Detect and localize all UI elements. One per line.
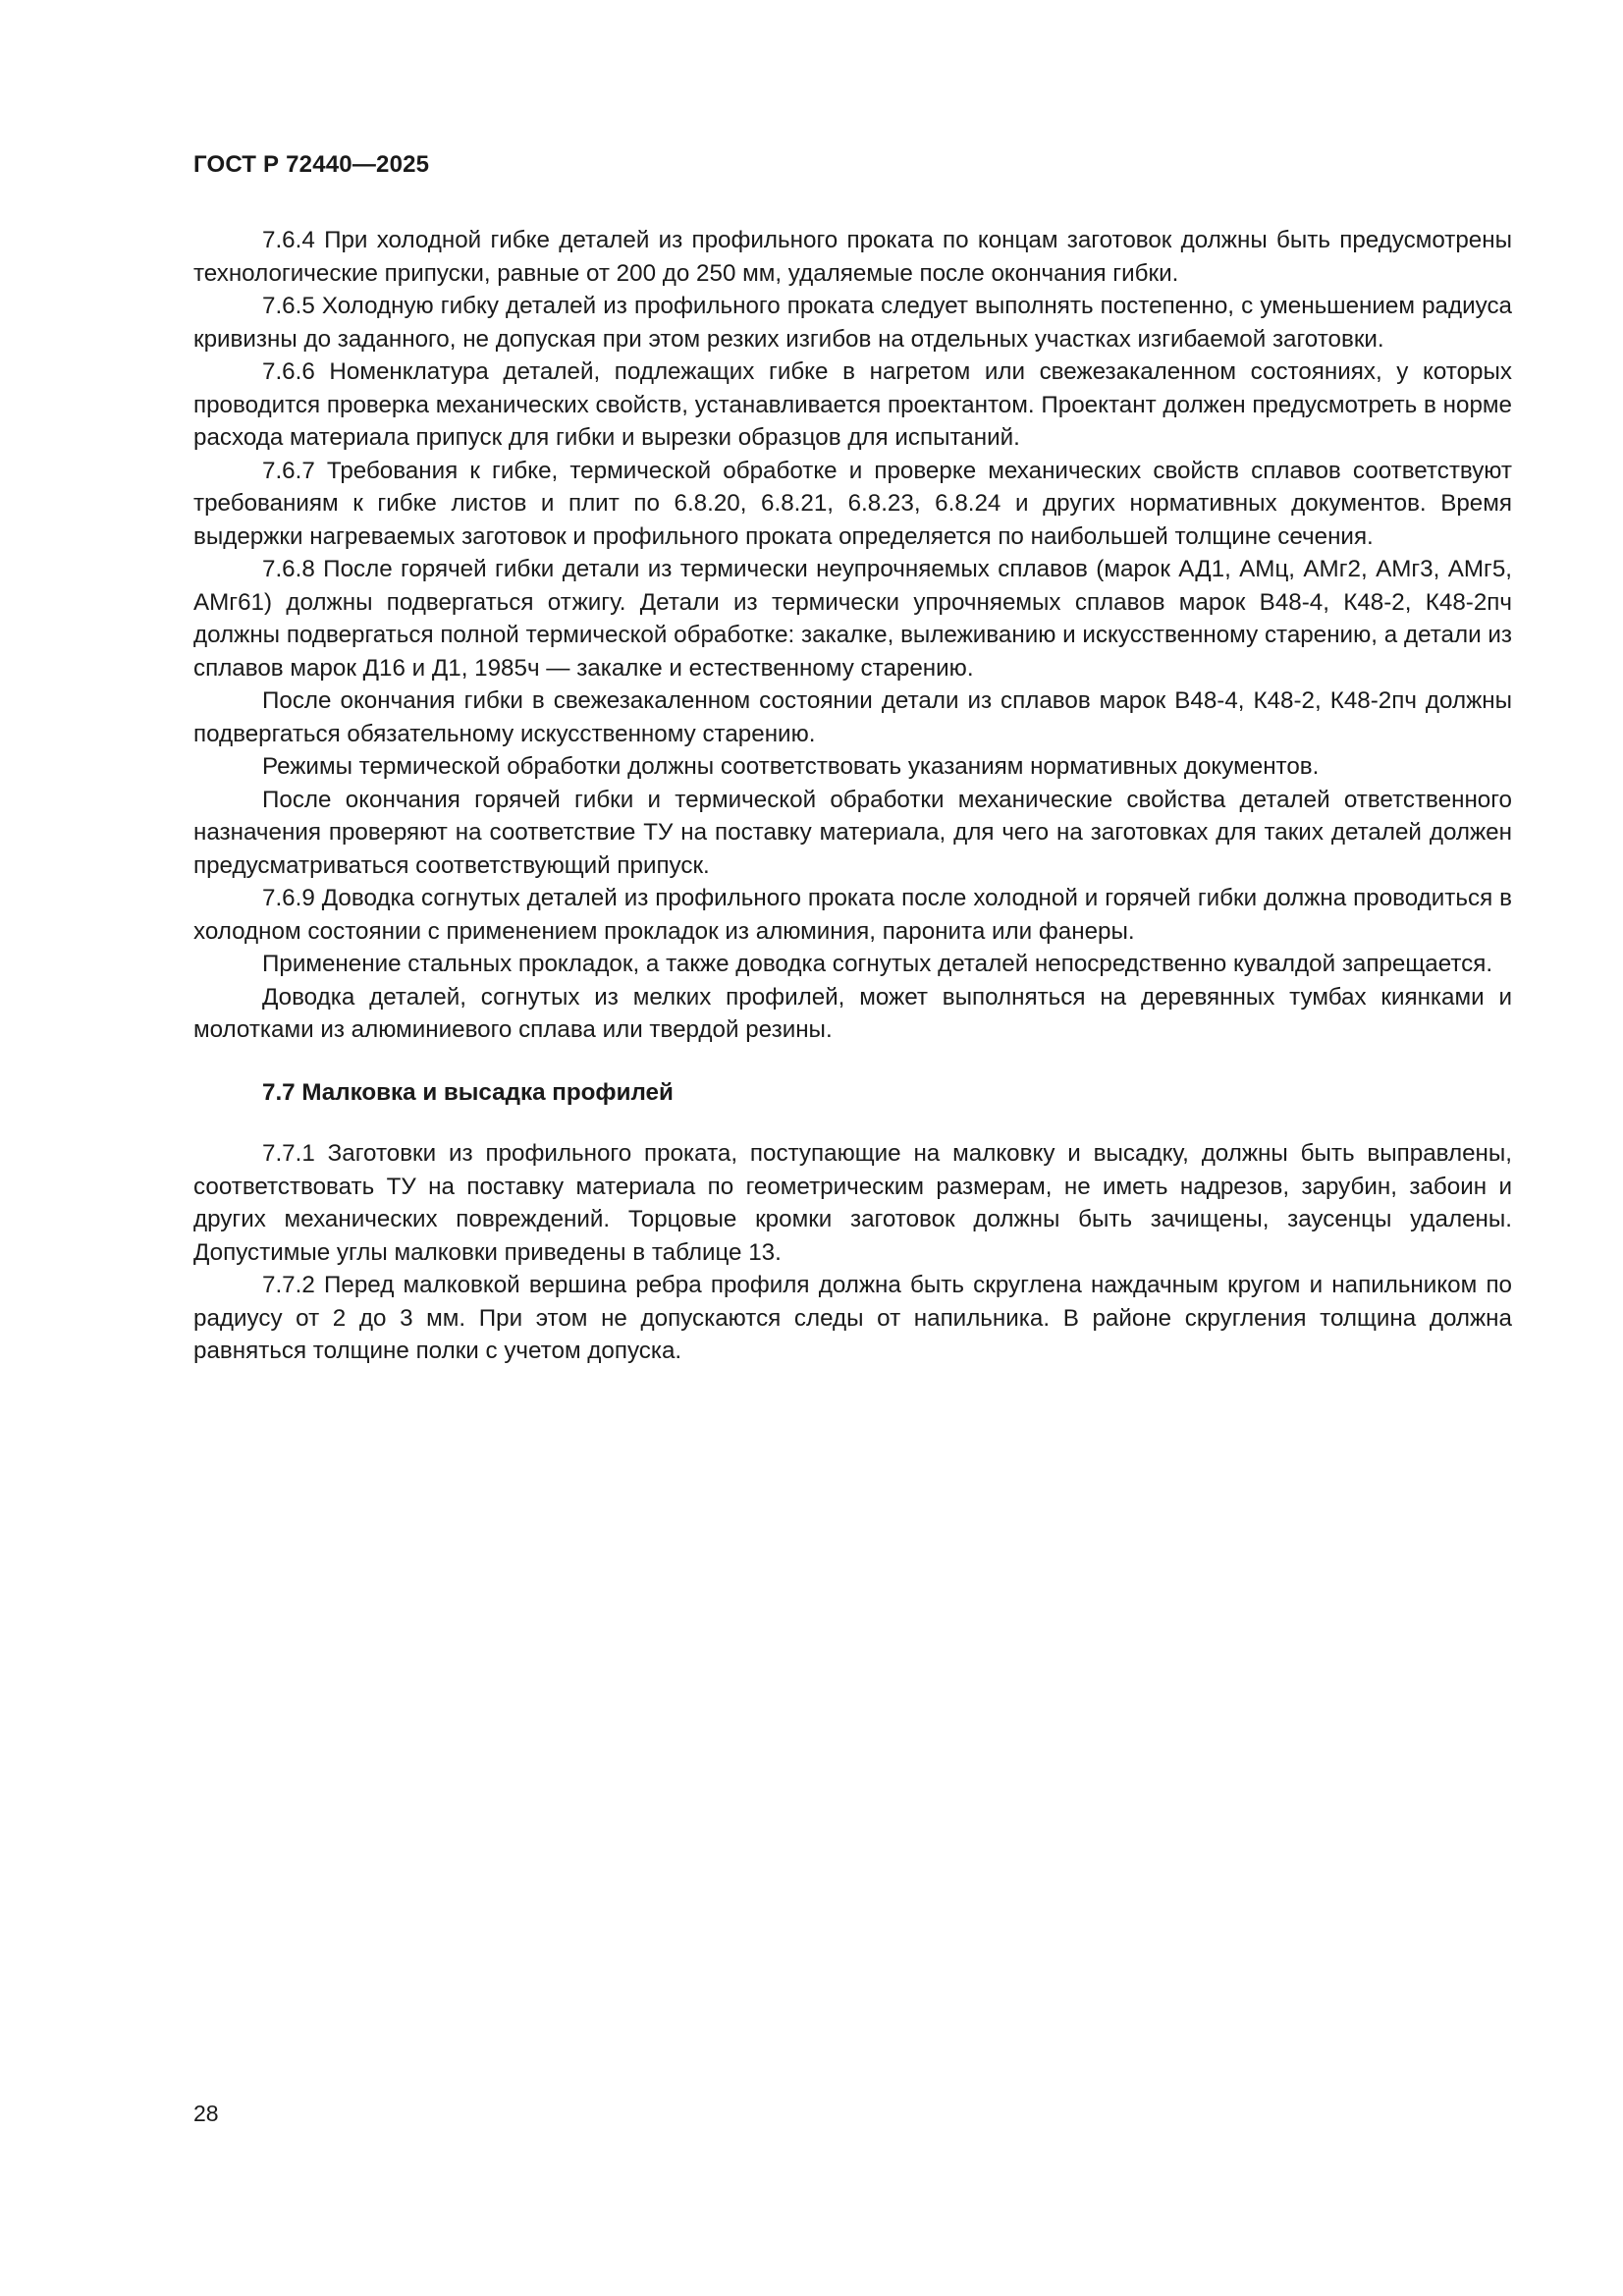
paragraph-7-6-9: 7.6.9 Доводка согнутых деталей из профильного проката после холодной и горячей гибки должна проводиться в холодном состоянии с применением прокладок из алюминия, паронита или фанеры. (193, 885, 1512, 945)
paragraph-7-7-1: 7.7.1 Заготовки из профильного проката, поступающие на малковку и высадку, должны быть выправлены, соответствовать ТУ на поставку материала по геометрическим размерам, не иметь надрезов, зарубин, забоин и других механических повреждений. Торцовые кромки заготовок должны быть зачищены, заусенцы удалены. Допустимые углы малковки приведены в таблице 13. (193, 1140, 1512, 1266)
paragraph-7-6-9-small-profiles: Доводка деталей, согнутых из мелких профилей, может выполняться на деревянных тумбах киянками и молотками из алюминиевого сплава или твердой резины. (193, 983, 1512, 1043)
paragraph-7-6-8: 7.6.8 После горячей гибки детали из термически неупрочняемых сплавов (марок АД1, АМц, АМг2, АМг3, АМг5, АМг61) должны подвергаться отжигу. Детали из термически упрочняемых сплавов марок В48-4, К48-2, К48-2пч должны подвергаться полной термической обработке: закалке, вылеживанию и искусственному старению, а детали из сплавов марок Д16 и Д1, 1985ч — закалке и естественному старению. (193, 556, 1512, 682)
paragraph-7-6-6: 7.6.6 Номенклатура деталей, подлежащих гибке в нагретом или свежезакаленном состояниях, у которых проводится проверка механических свойств, устанавливается проектантом. Проектант должен предусмотреть в норме расхода материала припуск для гибки и вырезки образцов для испытаний. (193, 358, 1512, 451)
document-body (193, 224, 1512, 1368)
section-heading-7-7: 7.7 Малковка и высадка профилей (262, 1078, 674, 1106)
paragraph-7-6-5: 7.6.5 Холодную гибку деталей из профильного проката следует выполнять постепенно, с уменьшением радиуса кривизны до заданного, не допуская при этом резких изгибов на отдельных участках изгибаемой заготовки. (193, 293, 1512, 353)
paragraph-7-6-4: 7.6.4 При холодной гибке деталей из профильного проката по концам заготовок должны быть предусмотрены технологические припуски, равные от 200 до 250 мм, удаляемые после окончания гибки. (193, 227, 1512, 287)
paragraph-7-6-8-modes: Режимы термической обработки должны соответствовать указаниям нормативных документов. (262, 753, 1320, 780)
page-number: 28 (193, 2101, 219, 2126)
paragraph-7-6-9-prohibition: Применение стальных прокладок, а также доводка согнутых деталей непосредственно кувалдой запрещается. (262, 951, 1493, 977)
paragraph-7-6-7: 7.6.7 Требования к гибке, термической обработке и проверке механических свойств сплавов соответствуют требованиям к гибке листов и плит по 6.8.20, 6.8.21, 6.8.23, 6.8.24 и других нормативных документов. Время выдержки нагреваемых заготовок и профильного проката определяется по наибольшей толщине сечения. (193, 457, 1512, 550)
paragraph-7-6-8-properties: После окончания горячей гибки и термической обработки механические свойства деталей ответственного назначения проверяют на соответствие ТУ на поставку материала, для чего на заготовках для таких деталей должен предусматриваться соответствующий припуск. (193, 786, 1512, 879)
document-header: ГОСТ Р 72440—2025 (193, 151, 430, 178)
paragraph-7-7-2: 7.7.2 Перед малковкой вершина ребра профиля должна быть скруглена наждачным кругом и напильником по радиусу от 2 до 3 мм. При этом не допускаются следы от напильника. В районе скругления толщина должна равняться толщине полки с учетом допуска. (193, 1272, 1512, 1364)
paragraph-7-6-8-aging: После окончания гибки в свежезакаленном состоянии детали из сплавов марок В48-4, К48-2, К48-2пч должны подвергаться обязательному искусственному старению. (193, 687, 1512, 747)
